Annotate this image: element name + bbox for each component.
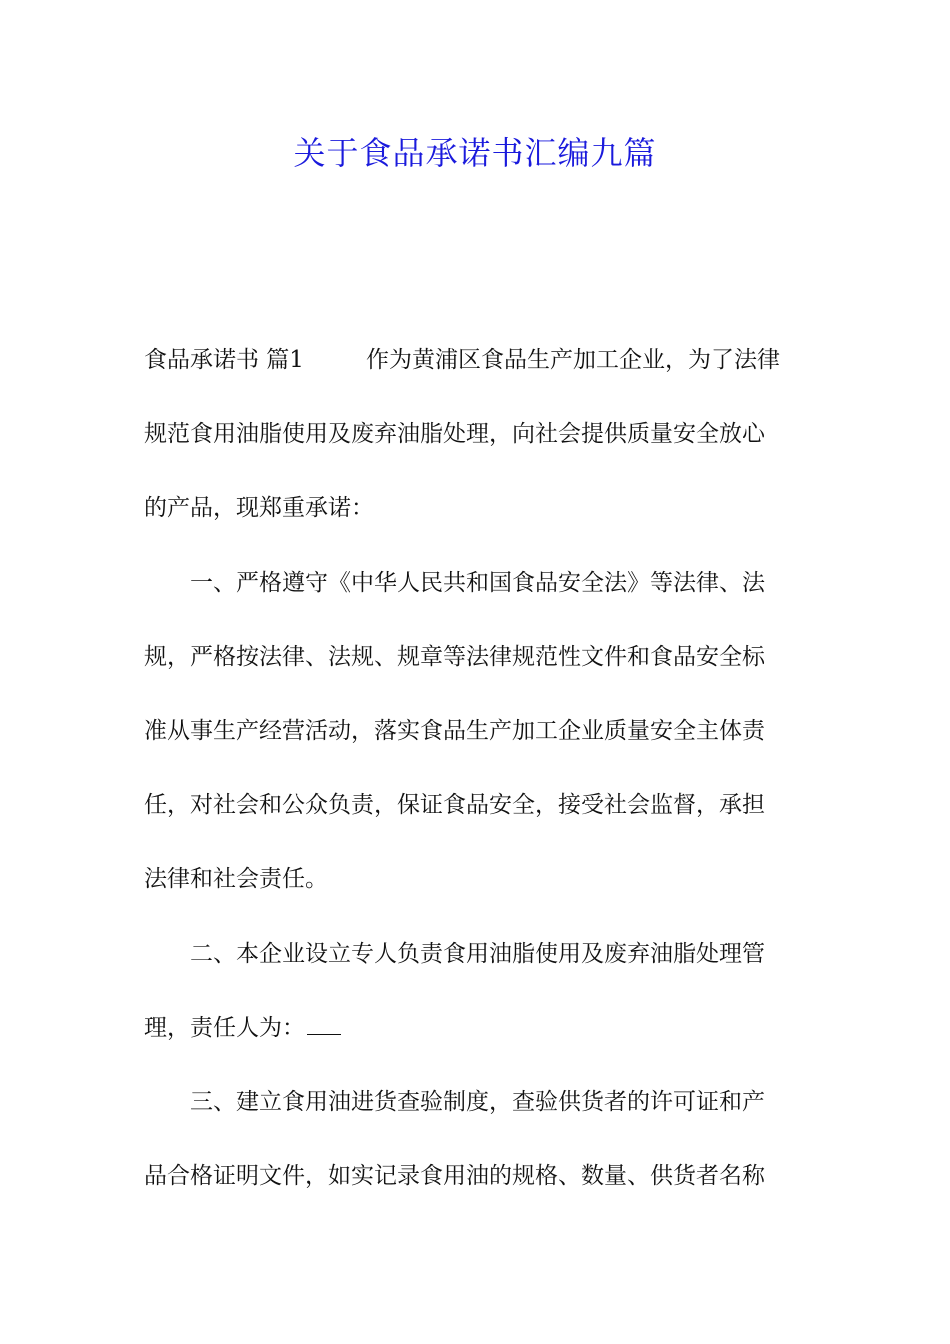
paragraph-line: 法律和社会责任。 [144,866,328,893]
paragraph-line [144,336,806,410]
section-heading: 食品承诺书 篇1 [144,347,304,373]
paragraph-line: 准从事生产经营活动，落实食品生产加工企业质量安全主体责 [144,717,765,744]
paragraph-text: 作为黄浦区食品生产加工企业，为了法律 [366,347,780,373]
document-title: 关于食品承诺书汇编九篇 [293,134,657,172]
paragraph-line: 品合格证明文件，如实记录食用油的规格、数量、供货者名称 [144,1163,765,1190]
paragraph-line [144,1004,806,1078]
paragraph-line: 规范食用油脂使用及废弃油脂处理，向社会提供质量安全放心 [144,421,765,448]
paragraph-line: 任，对社会和公众负责，保证食品安全，接受社会监督，承担 [144,792,765,819]
paragraph-line: 一、严格遵守《中华人民共和国食品安全法》等法律、法 [190,569,765,596]
paragraph-line: 三、建立食用油进货查验制度，查验供货者的许可证和产 [190,1088,765,1115]
paragraph-line: 规，严格按法律、法规、规章等法律规范性文件和食品安全标 [144,643,765,670]
paragraph-line: 二、本企业设立专人负责食用油脂使用及废弃油脂处理管 [190,940,765,967]
fill-in-blank [307,1016,341,1035]
paragraph-line: 的产品，现郑重承诺： [144,495,374,522]
document-body [144,336,806,1226]
paragraph-text: 理，责任人为： [144,1014,305,1041]
